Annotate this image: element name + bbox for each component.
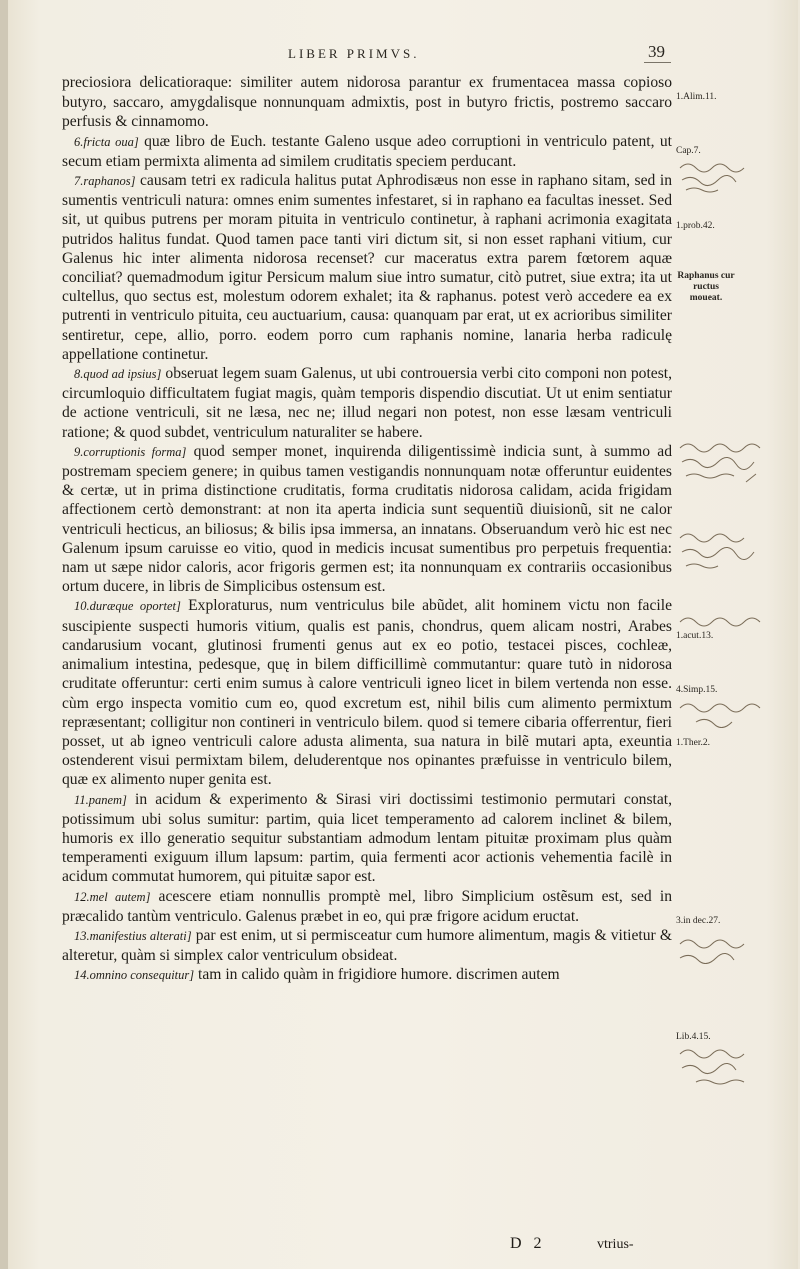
signature-mark: D 2 [510, 1235, 546, 1252]
handwritten-annotation-icon [676, 438, 786, 486]
paragraph [62, 887, 672, 926]
paragraph-lemma: 8.quod ad ipsius] [74, 367, 162, 382]
handwritten-annotation-icon [676, 698, 786, 728]
paragraph [62, 442, 672, 597]
handwritten-annotation-icon [676, 934, 786, 964]
folio-number: 39 [648, 42, 665, 61]
paragraph [62, 132, 672, 171]
page-footer [0, 1235, 800, 1257]
paragraph [62, 926, 672, 965]
running-title: LIBER PRIMVS. [288, 46, 420, 61]
handwritten-annotation-icon [676, 1044, 786, 1088]
margin-note: 3.in dec.27. [676, 916, 721, 926]
handwritten-annotation-icon [676, 610, 786, 630]
margin-note: 1.prob.42. [676, 221, 715, 231]
margin-note: Cap.7. [676, 146, 701, 156]
paragraph-text: quæ libro de Euch. testante Galeno usque adeo corruptioni in ventriculo patent, ut secum etiam permixta alimenta ad similem cruditatis speciem perducant. [62, 132, 672, 170]
paragraph [62, 965, 672, 985]
paragraph-text: preciosiora delicatioraque: similiter autem nidorosa parantur ex frumentacea massa copioso butyro, saccaro, amygdalisque nonnunquam admixtis, post in butyro frictis, postremo saccaro perfusis & cinnamomo. [62, 74, 672, 131]
paragraph-text: causam tetri ex radicula halitus putat Aphrodisæus non esse in raphano sitam, sed in sumentis ventriculi natura: omnes enim sumentes infestaret, si in raphano ea facultas inesset. Sed sit, ut quibus putrens per moram pituita in ventriculo continetur, à raphani acrimonia exagitata putridos halitus fundat. Quod tamen pace tanti viri dictum sit, si non esset raphani vitium, cur Galenus hic inter alimenta nidorosa recenset? cur maceratus extra parem fœtorem aquæ conciliat? quemadmodum igitur Persicum malum siue intro sumatur, citò putret, siue extra; ita ut cultellus, quo sectus est, molestum odorem exhalet; ita & raphanus. potest verò accedere ea ex putrenti in ventriculo pituita, ceu auctuarium, causa: quanquam par erat, ut ex acrioribus similiter sentiretur, cepe, allio, porro. eodem porro cum raphanis nomine, lanaria herba radiculę appellatione continetur. [62, 172, 672, 363]
paragraph-lemma: 12.mel autem] [74, 889, 151, 904]
paragraph [62, 364, 672, 442]
main-text-block [62, 73, 672, 986]
paragraph [62, 73, 672, 132]
margin-note: Raphanus cur ructus moueat. [677, 271, 735, 303]
paragraph-lemma: 14.omnino consequitur] [74, 968, 195, 983]
margin-note: 1.acut.13. [676, 631, 714, 641]
paragraph-text: par est enim, ut si permisceatur cum humore alimentum, magis & vitietur & alteretur, quàm si simplex calor ventriculum obsideat. [62, 926, 672, 965]
paragraph [62, 596, 672, 789]
paragraph-lemma: 6.fricta oua] [74, 134, 139, 149]
paragraph [62, 790, 672, 887]
paragraph-text: obseruat legem suam Galenus, ut ubi controuersia verbi cito componi non potest, circumloquio difficultatem fugiat magis, quàm temporis dispendio discutiat. Ut ut enim sentiatur de actione ventriculi, sit ne læsa, nec ne; illud negari non potest, non esse læsam ventriculi ratione; & quod subdet, ventriculum naturaliter se habere. [62, 365, 672, 441]
paragraph-text: acescere etiam nonnullis promptè mel, libro Simplicium ostẽsum est, sed in præcalido tantùm ventriculo. Galenus præbet in eo, qui præ frigore acidum eructat. [62, 887, 672, 925]
page-gutter [0, 0, 8, 1269]
paragraph-lemma: 7.raphanos] [74, 174, 136, 189]
handwritten-annotation-icon [676, 158, 786, 194]
paragraph-lemma: 13.manifestius alterati] [74, 928, 192, 943]
paragraph-text: Exploraturus, num ventriculus bile abũdet, alit hominem victu non facile suscipiente suspecti humoris vitium, qualis est panis, chondrus, quem alicam nostri, Arabes candarusium vocant, glutinosi frumenti genus aut ex eo potio, testacei pisces, cochleæ, animalium intestina, pedesque, quę in bilem difficillimè commutantur: quare tutò in nidorosa cruditate offeruntur: certi enim sumus à calore ventriculi igneo licet in bilem vertenda non esse. cùm ergo inspecta vomitio cum eo, quod excretum est, nihil bilis cum alimento permixtum repræsentant; colligitur non contineri in ventriculo bilem. quod si temere cibaria offerrentur, fieri posset, ut ab igneo ventriculi calore adusta alimenta, sua natura in bilẽ mutari apta, exeuntia ostenderent visui permixtam bilem, deluderentque nos opinantes præfuisse in ventriculo bilem, quæ ex alimento nuper genita est. [62, 597, 672, 789]
margin-note: Lib.4.15. [676, 1032, 711, 1042]
margin-note: 4.Simp.15. [676, 685, 718, 695]
paragraph-text: quod semper monet, inquirenda diligentissimè indicia sunt, à summo ad postremam speciem genere; in quibus tamen vestigandis nonnunquam notæ offeruntur euidentes & certæ, ut in prima distinctione cruditatis, forma cruditatis nidorosa calidam, acida frigidam affectionem certò demonstrant: at non ita aperta indicia sunt sequentiũ diuisionũ, sit ne calor ventriculi hecticus, an biliosus; & bilis ipsa immersa, an innatans. Obseruandum verò hic est nec Galenum ipsum caruisse eo vitio, quod in medicis incusat sumentibus pro perpetuis frequentia: nam ut sæpe nidor caloris, acor frigoris germen est; ita nonnunquam ex contrariis occasionibus ortum ducere, in libris de Simplicibus ostensum est. [62, 442, 672, 596]
page-header [0, 42, 800, 68]
paragraph-text: in acidum & experimento & Sirasi viri doctissimi testimonio permutari constat, potissimum ubi solus sumitur: partim, quia licet temperamento ad calorem inclinet & bilem, humoris ex illo generatio sequitur substantiam admodum lentam pituitæ proximam plus quàm temperamenti exiguum illum lapsum: partim, quia fermenti acor actionis vehementia facilè in acidum commutat humorem, qui pituitæ sapor est. [62, 790, 672, 886]
paragraph-lemma: 9.corruptionis forma] [74, 444, 187, 459]
paragraph-lemma: 10.duræque oportet] [74, 599, 181, 614]
handwritten-annotation-icon [676, 528, 786, 572]
margin-note: 1.Ther.2. [676, 738, 711, 748]
margin-note: 1.Alim.11. [676, 92, 717, 102]
catchword: vtrius- [597, 1237, 634, 1252]
paragraph [62, 171, 672, 364]
paragraph-text: tam in calido quàm in frigidiore humore. discrimen autem [194, 966, 560, 984]
paragraph-lemma: 11.panem] [74, 792, 127, 807]
